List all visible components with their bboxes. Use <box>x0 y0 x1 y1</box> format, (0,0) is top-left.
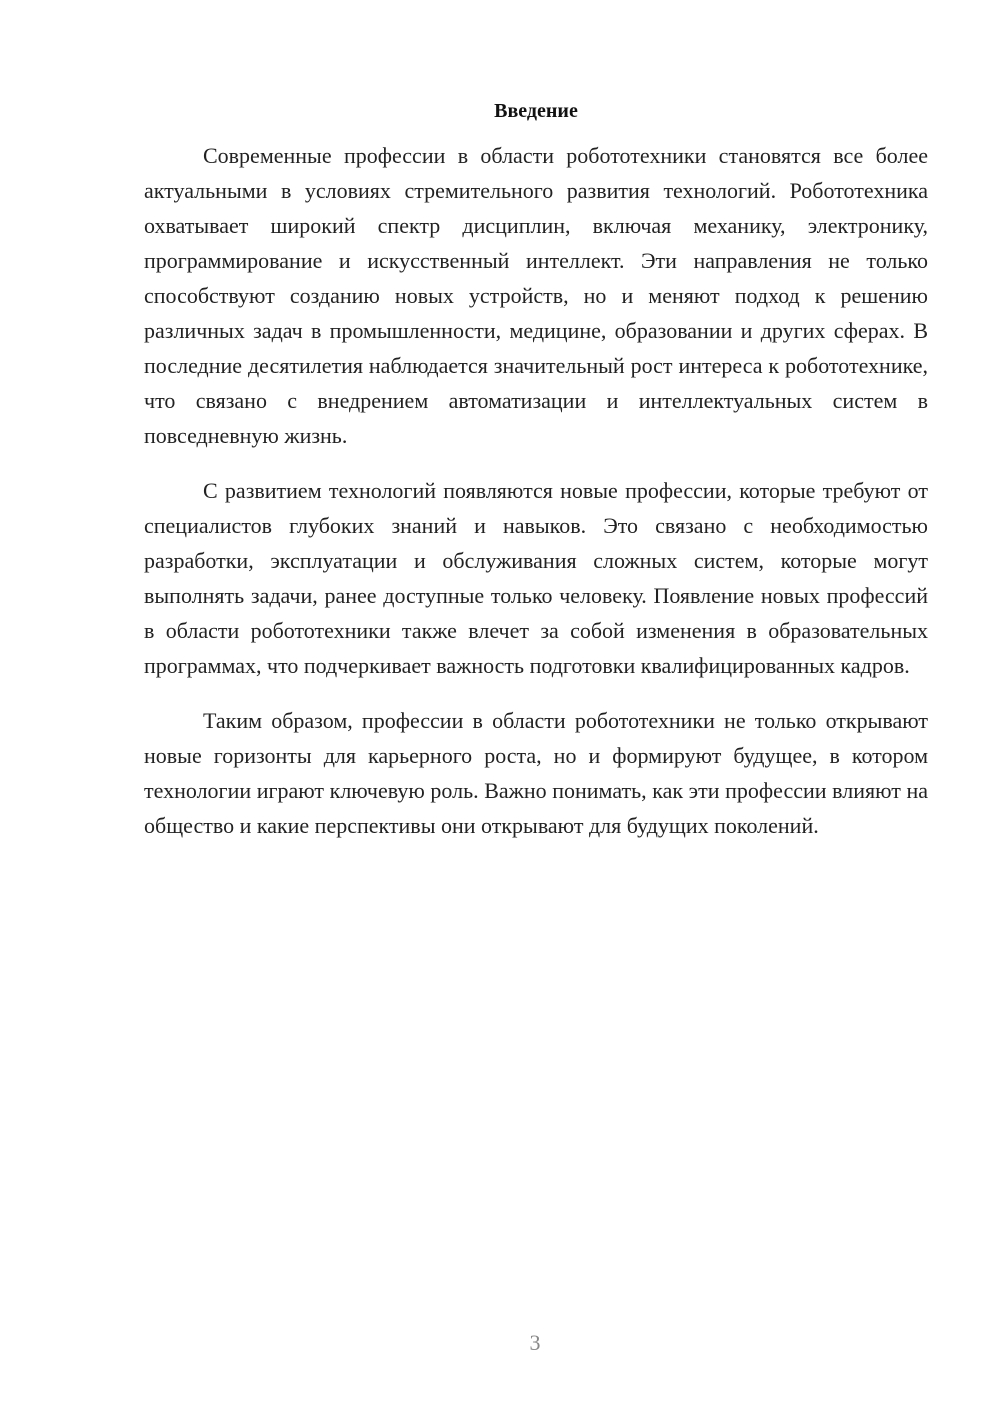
paragraph-2: С развитием технологий появляются новые профессии, которые требуют от специалистов глубоких знаний и навыков. Это связано с необходимостью разработки, эксплуатации и обслуживания сложных систем, которые могут выполнять задачи, ранее доступные только человеку. Появление новых профессий в области робототехники также влечет за собой изменения в образовательных программах, что подчеркивает важность подготовки квалифицированных кадров. <box>144 478 928 678</box>
paragraph-1: Современные профессии в области робототехники становятся все более актуальными в условиях стремительного развития технологий. Робототехника охватывает широкий спектр дисциплин, включая механику, электронику, программирование и искусственный интеллект. Эти направления не только способствуют созданию новых устройств, но и меняют подход к решению различных задач в промышленности, медицине, образовании и других сферах. В последние десятилетия наблюдается значительный рост интереса к робототехнике, что связано с внедрением автоматизации и интеллектуальных систем в повседневную жизнь. <box>144 143 928 448</box>
page-number: 3 <box>529 1330 541 1355</box>
section-heading: Введение <box>494 100 578 122</box>
page-content <box>144 96 928 863</box>
paragraph-3: Таким образом, профессии в области робототехники не только открывают новые горизонты для карьерного роста, но и формируют будущее, в котором технологии играют ключевую роль. Важно понимать, как эти профессии влияют на общество и какие перспективы они открывают для будущих поколений. <box>144 708 928 838</box>
